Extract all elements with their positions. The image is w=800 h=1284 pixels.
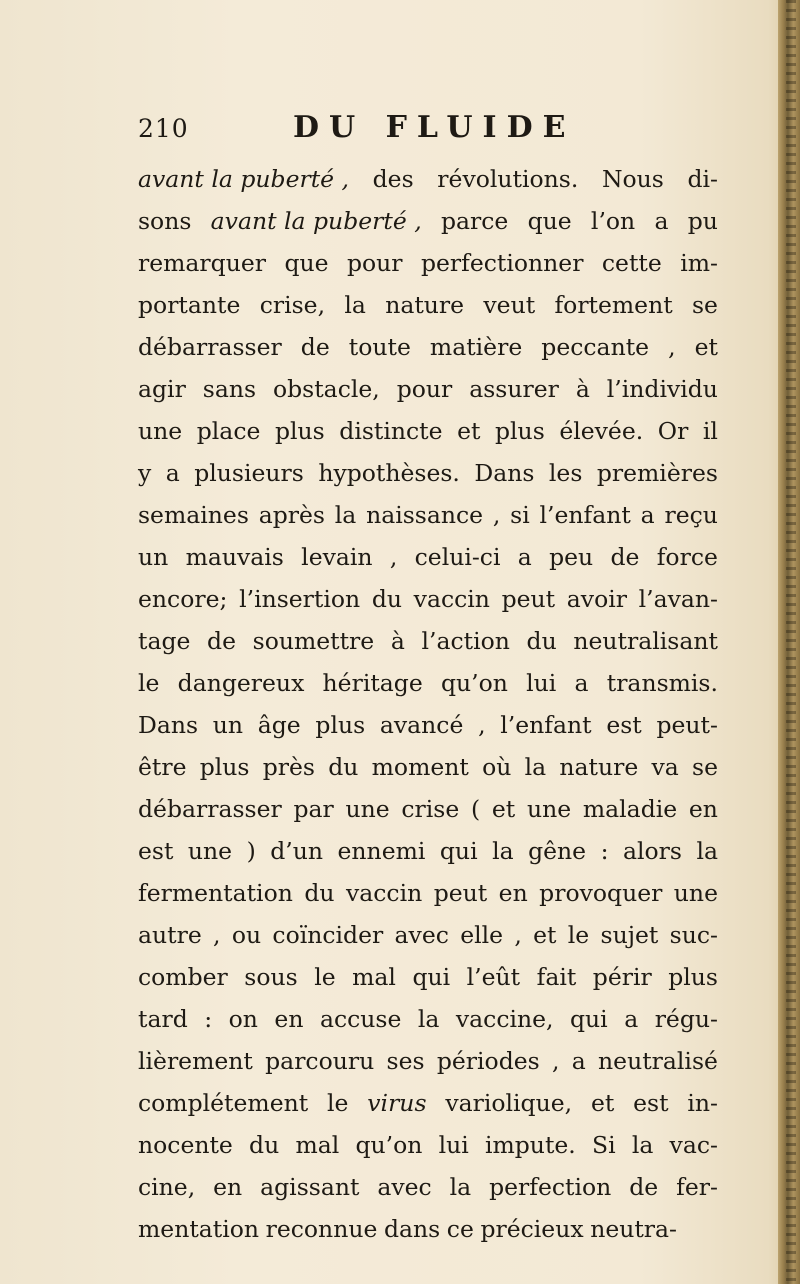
text-line (138, 746, 718, 788)
word: suc- (669, 921, 718, 949)
word: il (702, 417, 718, 445)
word: virus (367, 1089, 427, 1117)
word: neutra- (590, 1215, 677, 1243)
word: débarrasser (138, 333, 282, 361)
word: , (514, 921, 522, 949)
word: a (624, 1005, 639, 1033)
word: une (345, 795, 390, 823)
page-number: 210 (138, 114, 189, 143)
word: , (551, 1047, 560, 1075)
text-line (138, 956, 718, 998)
text-line (138, 326, 718, 368)
word: se (692, 753, 718, 781)
word: la (696, 837, 718, 865)
word: révolutions. (437, 165, 579, 193)
word: neutralisé (598, 1047, 718, 1075)
word: pour (396, 375, 453, 403)
word: maladie (582, 795, 678, 823)
word: une (187, 837, 233, 865)
word: complétement (138, 1089, 309, 1117)
word: et (533, 921, 557, 949)
text-line (138, 1208, 718, 1250)
word: coïncider (272, 921, 384, 949)
word: y (138, 459, 152, 487)
text-line (138, 452, 718, 494)
text-line (138, 788, 718, 830)
word: lui (526, 669, 557, 697)
word: distincte (339, 417, 443, 445)
word: lièrement (138, 1047, 253, 1075)
word: nocente (138, 1131, 233, 1159)
word: : (600, 837, 609, 865)
word: plus (668, 963, 718, 991)
text-line (138, 410, 718, 452)
word: vaccine, (455, 1005, 554, 1033)
word: pu (687, 207, 718, 235)
word: plus (315, 711, 366, 739)
word: fer- (676, 1173, 718, 1201)
word: du (526, 627, 557, 655)
word: cette (601, 249, 662, 277)
word: Dans (138, 711, 199, 739)
word: le (327, 1089, 349, 1117)
word: des (372, 165, 414, 193)
word: mal (295, 1131, 340, 1159)
word: à (575, 375, 590, 403)
word: cine, (138, 1173, 196, 1201)
word: , (389, 543, 398, 571)
word: et (457, 417, 481, 445)
word: a (574, 669, 589, 697)
text-line (138, 368, 718, 410)
word: parce (440, 207, 509, 235)
word: précieux (480, 1215, 584, 1243)
word: plus (495, 417, 545, 445)
word: a (654, 207, 669, 235)
text-line (138, 1040, 718, 1082)
word: avec (394, 921, 449, 949)
word: mentation (138, 1215, 260, 1243)
word: plus (199, 753, 250, 781)
word: nature (385, 291, 465, 319)
word: reçu (664, 501, 718, 529)
word: un (138, 543, 169, 571)
word: avec (377, 1173, 432, 1201)
word: portante (138, 291, 241, 319)
word: du (371, 585, 403, 613)
text-line (138, 830, 718, 872)
word: on (228, 1005, 258, 1033)
word: im- (680, 249, 718, 277)
word: peu (549, 543, 594, 571)
word: de (629, 1173, 659, 1201)
word: tard (138, 1005, 188, 1033)
word: agir (138, 375, 186, 403)
word: variolique, (445, 1089, 573, 1117)
word: alors (622, 837, 682, 865)
body-text (138, 158, 718, 1250)
word: l’insertion (239, 585, 361, 613)
word: hypothèses. (318, 459, 460, 487)
word: ) (246, 837, 256, 865)
word: parcouru (265, 1047, 375, 1075)
word: le (138, 669, 160, 697)
word: ce (446, 1215, 474, 1243)
word: Nous (601, 165, 664, 193)
text-line (138, 1166, 718, 1208)
word: a (517, 543, 532, 571)
word: gêne (528, 837, 587, 865)
word: qui (439, 837, 478, 865)
word: est (633, 1089, 669, 1117)
word: âge (257, 711, 301, 739)
text-line (138, 872, 718, 914)
word: perfection (489, 1173, 612, 1201)
word: di- (687, 165, 718, 193)
word: une (138, 417, 183, 445)
word: remarquer (138, 249, 266, 277)
word: de (207, 627, 236, 655)
word: mauvais (185, 543, 284, 571)
word: reconnue (265, 1215, 378, 1243)
word: sons (138, 207, 192, 235)
word: , (478, 711, 486, 739)
word: l’enfant (539, 501, 631, 529)
word: à (390, 627, 405, 655)
word: soumettre (252, 627, 375, 655)
word: , (668, 333, 676, 361)
text-line (138, 494, 718, 536)
word: nature (559, 753, 639, 781)
word: qui (570, 1005, 608, 1033)
word: ennemi (337, 837, 426, 865)
word: matière (429, 333, 523, 361)
word: régu- (654, 1005, 718, 1033)
text-line (138, 1082, 718, 1124)
word: obstacle, (272, 375, 380, 403)
word: avant la puberté , (210, 207, 422, 235)
word: , (213, 921, 221, 949)
text-line (138, 914, 718, 956)
word: débarrasser (138, 795, 282, 823)
word: qu’on (355, 1131, 423, 1159)
word: assurer (469, 375, 559, 403)
word: héritage (322, 669, 423, 697)
word: plus (274, 417, 325, 445)
word: neutralisant (573, 627, 718, 655)
word: qu’on (440, 669, 508, 697)
word: lui (438, 1131, 469, 1159)
word: être (138, 753, 187, 781)
word: pour (346, 249, 403, 277)
word: du (328, 753, 359, 781)
word: sans (202, 375, 257, 403)
word: périodes (436, 1047, 540, 1075)
running-head: DU FLUIDE (293, 110, 576, 145)
word: d’un (270, 837, 324, 865)
word: l’on (590, 207, 636, 235)
word: Si (591, 1131, 616, 1159)
word: naissance (366, 501, 484, 529)
word: vac- (669, 1131, 718, 1159)
word: est (138, 837, 174, 865)
word: vaccin (345, 879, 423, 907)
text-line (138, 662, 718, 704)
word: du (304, 879, 335, 907)
word: périr (592, 963, 652, 991)
word: et (694, 333, 718, 361)
word: le (314, 963, 336, 991)
word: peut (433, 879, 488, 907)
word: où (482, 753, 512, 781)
word: la (417, 1005, 440, 1033)
word: veut (483, 291, 536, 319)
text-line (138, 242, 718, 284)
word: ( (471, 795, 481, 823)
word: mal (352, 963, 396, 991)
word: le (567, 921, 590, 949)
word: dans (383, 1215, 441, 1243)
word: a (640, 501, 655, 529)
word: fortement (554, 291, 673, 319)
word: est (606, 711, 642, 739)
word: plusieurs (194, 459, 304, 487)
word: accuse (319, 1005, 402, 1033)
word: crise (401, 795, 460, 823)
word: premières (596, 459, 718, 487)
word: l’individu (606, 375, 718, 403)
word: la (334, 501, 357, 529)
word: du (249, 1131, 280, 1159)
word: transmis. (606, 669, 718, 697)
word: fermentation (138, 879, 293, 907)
word: comber (138, 963, 228, 991)
word: en (274, 1005, 304, 1033)
word: provoquer (539, 879, 663, 907)
word: que (527, 207, 572, 235)
word: l’enfant (500, 711, 592, 739)
word: de (300, 333, 330, 361)
word: place (196, 417, 261, 445)
word: sous (244, 963, 298, 991)
page-header (138, 108, 718, 152)
word: de (610, 543, 640, 571)
word: impute. (484, 1131, 576, 1159)
word: crise, (259, 291, 326, 319)
word: , (492, 501, 501, 529)
word: Dans (474, 459, 535, 487)
word: qui (412, 963, 451, 991)
word: force (656, 543, 718, 571)
word: Or (657, 417, 689, 445)
word: et (590, 1089, 615, 1117)
text-line (138, 158, 718, 200)
word: ou (231, 921, 262, 949)
word: celui-ci (414, 543, 501, 571)
word: tage (138, 627, 191, 655)
word: a (571, 1047, 586, 1075)
word: l’eût (466, 963, 521, 991)
word: si (510, 501, 530, 529)
word: perfectionner (420, 249, 584, 277)
word: les (548, 459, 583, 487)
text-line (138, 1124, 718, 1166)
word: la (492, 837, 514, 865)
word: peut- (656, 711, 718, 739)
text-line (138, 284, 718, 326)
word: avoir (566, 585, 627, 613)
word: va (651, 753, 679, 781)
word: élevée. (559, 417, 644, 445)
word: in- (687, 1089, 718, 1117)
word: l’avan- (638, 585, 718, 613)
word: par (293, 795, 334, 823)
word: se (691, 291, 718, 319)
word: fait (536, 963, 577, 991)
text-line (138, 704, 718, 746)
word: : (204, 1005, 213, 1033)
word: en (498, 879, 528, 907)
word: un (212, 711, 244, 739)
word: la (449, 1173, 472, 1201)
word: la (524, 753, 547, 781)
word: et (491, 795, 516, 823)
text-line (138, 998, 718, 1040)
word: après (258, 501, 325, 529)
word: agissant (260, 1173, 360, 1201)
word: vaccin (413, 585, 490, 613)
text-line (138, 536, 718, 578)
word: dangereux (177, 669, 305, 697)
word: toute (348, 333, 411, 361)
word: une (526, 795, 572, 823)
word: levain (301, 543, 373, 571)
word: semaines (138, 501, 249, 529)
word: a (165, 459, 180, 487)
word: la (344, 291, 366, 319)
text-line (138, 200, 718, 242)
word: autre (138, 921, 202, 949)
word: en (213, 1173, 243, 1201)
text-line (138, 578, 718, 620)
word: ses (386, 1047, 425, 1075)
word: peut (501, 585, 556, 613)
word: moment (371, 753, 469, 781)
word: peccante (541, 333, 650, 361)
word: avant la puberté , (138, 165, 349, 193)
word: que (284, 249, 329, 277)
word: près (262, 753, 315, 781)
word: sujet (600, 921, 659, 949)
word: une (673, 879, 718, 907)
page-edge-texture (786, 0, 796, 1284)
word: encore; (138, 585, 228, 613)
word: la (631, 1131, 654, 1159)
word: avancé (379, 711, 464, 739)
word: elle (460, 921, 504, 949)
word: l’action (421, 627, 510, 655)
text-line (138, 620, 718, 662)
word: en (688, 795, 718, 823)
